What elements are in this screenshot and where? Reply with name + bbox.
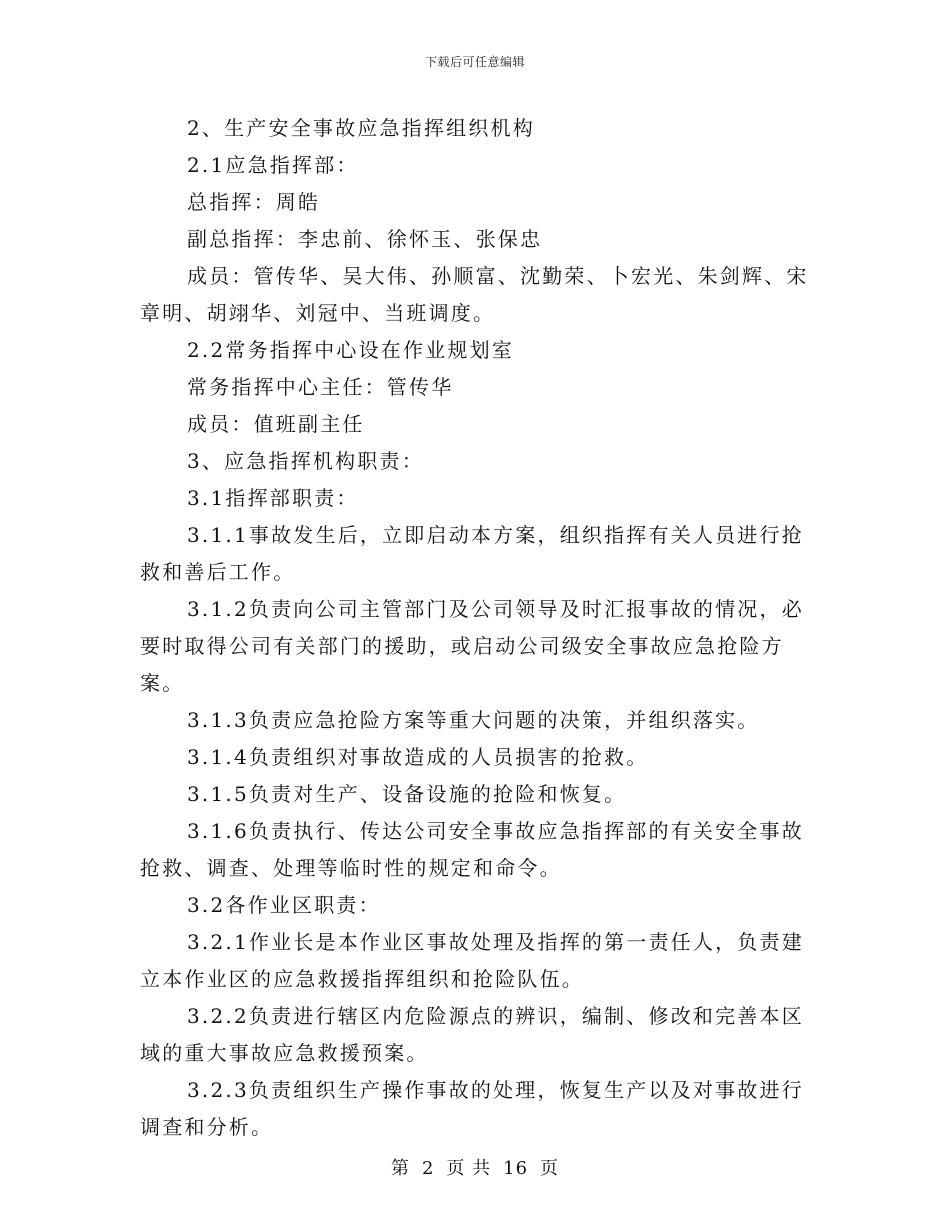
paragraph: 3.2.1作业长是本作业区事故处理及指挥的第一责任人，负责建立本作业区的应急救援指挥组织和抢险队伍。	[140, 930, 804, 991]
section-heading: 3、应急指挥机构职责：	[187, 449, 424, 473]
footer-prefix: 第	[390, 1158, 410, 1179]
paragraph: 3.2.2负责进行辖区内危险源点的辨识，编制、修改和完善本区域的重大事故应急救援预案。	[140, 1004, 804, 1065]
paragraph: 3.1.1事故发生后，立即启动本方案，组织指挥有关人员进行抢救和善后工作。	[140, 523, 804, 584]
subsection-heading: 2.1应急指挥部：	[187, 153, 359, 177]
section-heading: 2、生产安全事故应急指挥组织机构	[187, 116, 535, 140]
paragraph: 副总指挥：李忠前、徐怀玉、张保忠	[187, 227, 543, 251]
paragraph: 3.1.3负责应急抢险方案等重大问题的决策，并组织落实。	[187, 708, 760, 732]
page-footer	[0, 1154, 950, 1180]
footer-total-pages: 16	[503, 1158, 529, 1179]
footer-middle: 页 共	[446, 1158, 492, 1179]
paragraph: 常务指挥中心主任：管传华	[187, 375, 454, 399]
paragraph: 成员：管传华、吴大伟、孙顺富、沈勤荣、卜宏光、朱剑辉、宋章明、胡翊华、刘冠中、当班调度。	[140, 264, 809, 325]
paragraph: 3.1.4负责组织对事故造成的人员损害的抢救。	[187, 745, 649, 769]
paragraph: 3.2.3负责组织生产操作事故的处理，恢复生产以及对事故进行调查和分析。	[140, 1078, 804, 1139]
subsection-heading: 3.2各作业区职责：	[187, 893, 381, 917]
paragraph: 总指挥：周皓	[187, 190, 321, 214]
footer-suffix: 页	[540, 1158, 560, 1179]
paragraph: 成员：值班副主任	[187, 412, 365, 436]
footer-page-number: 2	[421, 1158, 435, 1179]
paragraph: 3.1.2负责向公司主管部门及公司领导及时汇报事故的情况，必要时取得公司有关部门的援助，或启动公司级安全事故应急抢险方案。	[140, 597, 804, 695]
subsection-heading: 2.2常务指挥中心设在作业规划室	[187, 338, 515, 362]
page-header: 下载后可任意编辑	[424, 55, 525, 69]
subsection-heading: 3.1指挥部职责：	[187, 486, 359, 510]
paragraph: 3.1.6负责执行、传达公司安全事故应急指挥部的有关安全事故抢救、调查、处理等临时性的规定和命令。	[140, 819, 804, 880]
document-body	[140, 110, 812, 1146]
paragraph: 3.1.5负责对生产、设备设施的抢险和恢复。	[187, 782, 627, 806]
